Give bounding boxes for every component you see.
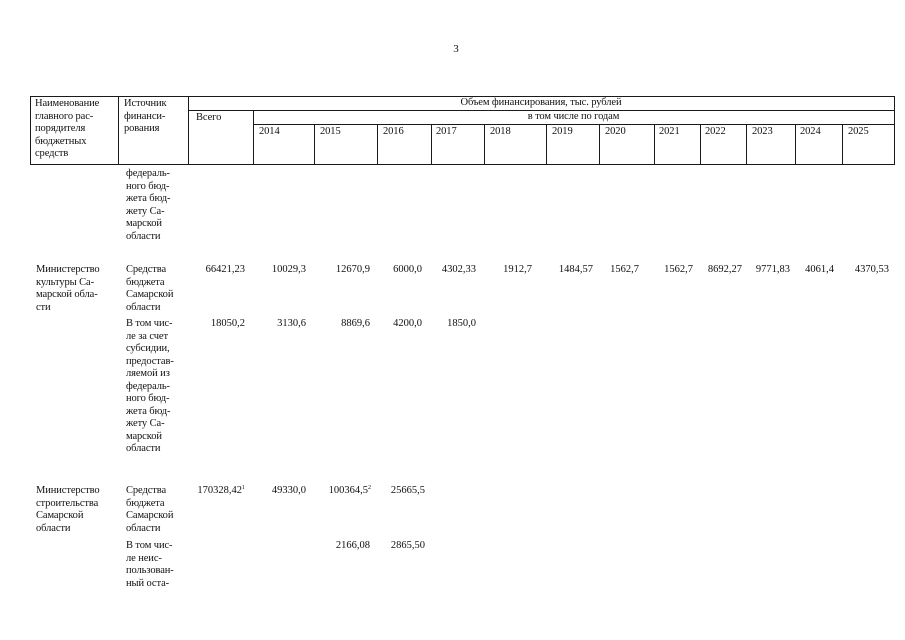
year-label: 2025 bbox=[848, 126, 869, 137]
cell-value-text: 100364,5 bbox=[328, 485, 368, 496]
org-name-line: области bbox=[36, 522, 71, 534]
org-name-line: строительства bbox=[36, 497, 99, 509]
source-line: федераль- bbox=[126, 380, 170, 392]
cell-value: 9771,83 bbox=[755, 264, 790, 275]
year-label: 2017 bbox=[436, 126, 457, 137]
org-name-line: Министерство bbox=[36, 264, 100, 275]
org-name-line: марской обла- bbox=[36, 289, 98, 300]
footnote-mark: 2 bbox=[368, 485, 371, 491]
cell-value: 25665,5 bbox=[390, 485, 425, 496]
source-line: области bbox=[126, 522, 161, 534]
source-line: Средства bbox=[126, 264, 167, 275]
source-line: бюджета bbox=[126, 497, 165, 509]
cell-value: 1912,7 bbox=[503, 264, 532, 275]
source-line: жета бюд- bbox=[126, 405, 171, 417]
cell-value: 2865,50 bbox=[390, 540, 425, 551]
year-label: 2016 bbox=[383, 126, 404, 137]
source-line: бюджета bbox=[126, 276, 165, 288]
source-line: В том чис- bbox=[126, 540, 173, 551]
cell-value: 3130,6 bbox=[277, 318, 306, 329]
org-name-line: Самарской bbox=[36, 510, 84, 521]
cell-value: 4061,4 bbox=[805, 264, 834, 275]
org-name-line: культуры Са- bbox=[36, 276, 94, 288]
header-volume-title: Объем финансирования, тыс. рублей bbox=[460, 97, 622, 108]
cell-value: 4302,33 bbox=[441, 264, 476, 275]
cell-value: 49330,0 bbox=[271, 485, 306, 496]
source-line: Самарской bbox=[126, 289, 174, 300]
year-label: 2023 bbox=[752, 126, 773, 137]
source-line: жету Са- bbox=[126, 418, 165, 429]
source-line: области bbox=[126, 301, 161, 313]
header-col-name-line: средств bbox=[35, 148, 69, 159]
year-label: 2015 bbox=[320, 126, 341, 137]
cell-total bbox=[188, 485, 245, 498]
header-col-source-line: финанси- bbox=[124, 110, 166, 122]
year-label: 2022 bbox=[705, 126, 726, 137]
source-line: ного бюд- bbox=[126, 393, 170, 404]
org-name-line: сти bbox=[36, 301, 51, 313]
source-line: ле за счет bbox=[126, 330, 168, 342]
cell-value: 10029,3 bbox=[271, 264, 306, 275]
cell-total: 18050,2 bbox=[210, 318, 245, 329]
source-text bbox=[126, 264, 173, 314]
cell-value: 8692,27 bbox=[707, 264, 742, 275]
cell-total: 66421,23 bbox=[205, 264, 245, 275]
org-name bbox=[36, 264, 100, 314]
cell-value: 12670,9 bbox=[335, 264, 370, 275]
header-col-name-line: Наименование bbox=[35, 98, 100, 109]
source-line: ляемой из bbox=[126, 368, 170, 379]
cell-value: 1562,7 bbox=[664, 264, 693, 275]
org-name-line: Министерство bbox=[36, 485, 100, 496]
source-line: ный оста- bbox=[126, 577, 170, 589]
cell-value: 8869,6 bbox=[341, 318, 370, 329]
year-label: 2014 bbox=[259, 126, 280, 137]
source-line: Самарской bbox=[126, 510, 174, 521]
year-label: 2018 bbox=[490, 126, 511, 137]
year-label: 2021 bbox=[659, 126, 680, 137]
header-col-name-line: бюджетных bbox=[35, 135, 87, 147]
source-line: марской bbox=[126, 218, 162, 229]
year-label: 2020 bbox=[605, 126, 626, 137]
cell-value: 1484,57 bbox=[558, 264, 593, 275]
header-col-source-line: рования bbox=[124, 123, 160, 134]
cell-value: 1562,7 bbox=[610, 264, 639, 275]
source-line: Средства bbox=[126, 485, 167, 496]
cell-total-value: 170328,42 bbox=[197, 485, 242, 496]
cell-value: 1850,0 bbox=[447, 318, 476, 329]
source-line: субсидии, bbox=[126, 343, 170, 354]
source-line: ле неис- bbox=[126, 552, 162, 564]
year-label: 2019 bbox=[552, 126, 573, 137]
source-text bbox=[126, 485, 173, 535]
header-total: Всего bbox=[196, 112, 222, 123]
header-by-years: в том числе по годам bbox=[527, 111, 620, 122]
cell-value: 2166,08 bbox=[335, 540, 370, 551]
footnote-mark: 1 bbox=[242, 485, 245, 491]
source-line: жету Са- bbox=[126, 205, 165, 217]
cell-value: 4370,53 bbox=[854, 264, 889, 275]
source-line: марской bbox=[126, 430, 162, 442]
header-col-name-line: главного рас- bbox=[35, 110, 94, 122]
header-col-name-line: порядителя bbox=[35, 123, 86, 134]
header-col-source bbox=[124, 98, 167, 136]
page-number: 3 bbox=[453, 43, 459, 55]
source-line: предостав- bbox=[126, 355, 174, 367]
cell-value: 4200,0 bbox=[393, 318, 422, 329]
year-label: 2024 bbox=[800, 126, 821, 137]
source-line: пользован- bbox=[126, 565, 174, 576]
source-line: федераль- bbox=[126, 168, 170, 179]
source-text bbox=[126, 540, 174, 590]
source-text bbox=[126, 318, 174, 456]
source-line: жета бюд- bbox=[126, 193, 171, 204]
source-line: В том чис- bbox=[126, 318, 173, 329]
header-col-source-line: Источник bbox=[124, 98, 167, 109]
source-line: области bbox=[126, 230, 161, 242]
source-line: области bbox=[126, 443, 161, 454]
org-name bbox=[36, 485, 100, 535]
source-line: ного бюд- bbox=[126, 180, 170, 192]
cell-value: 6000,0 bbox=[393, 264, 422, 275]
cell-value bbox=[314, 485, 371, 498]
header-col-name bbox=[35, 98, 99, 161]
carry-over-source bbox=[126, 168, 170, 243]
